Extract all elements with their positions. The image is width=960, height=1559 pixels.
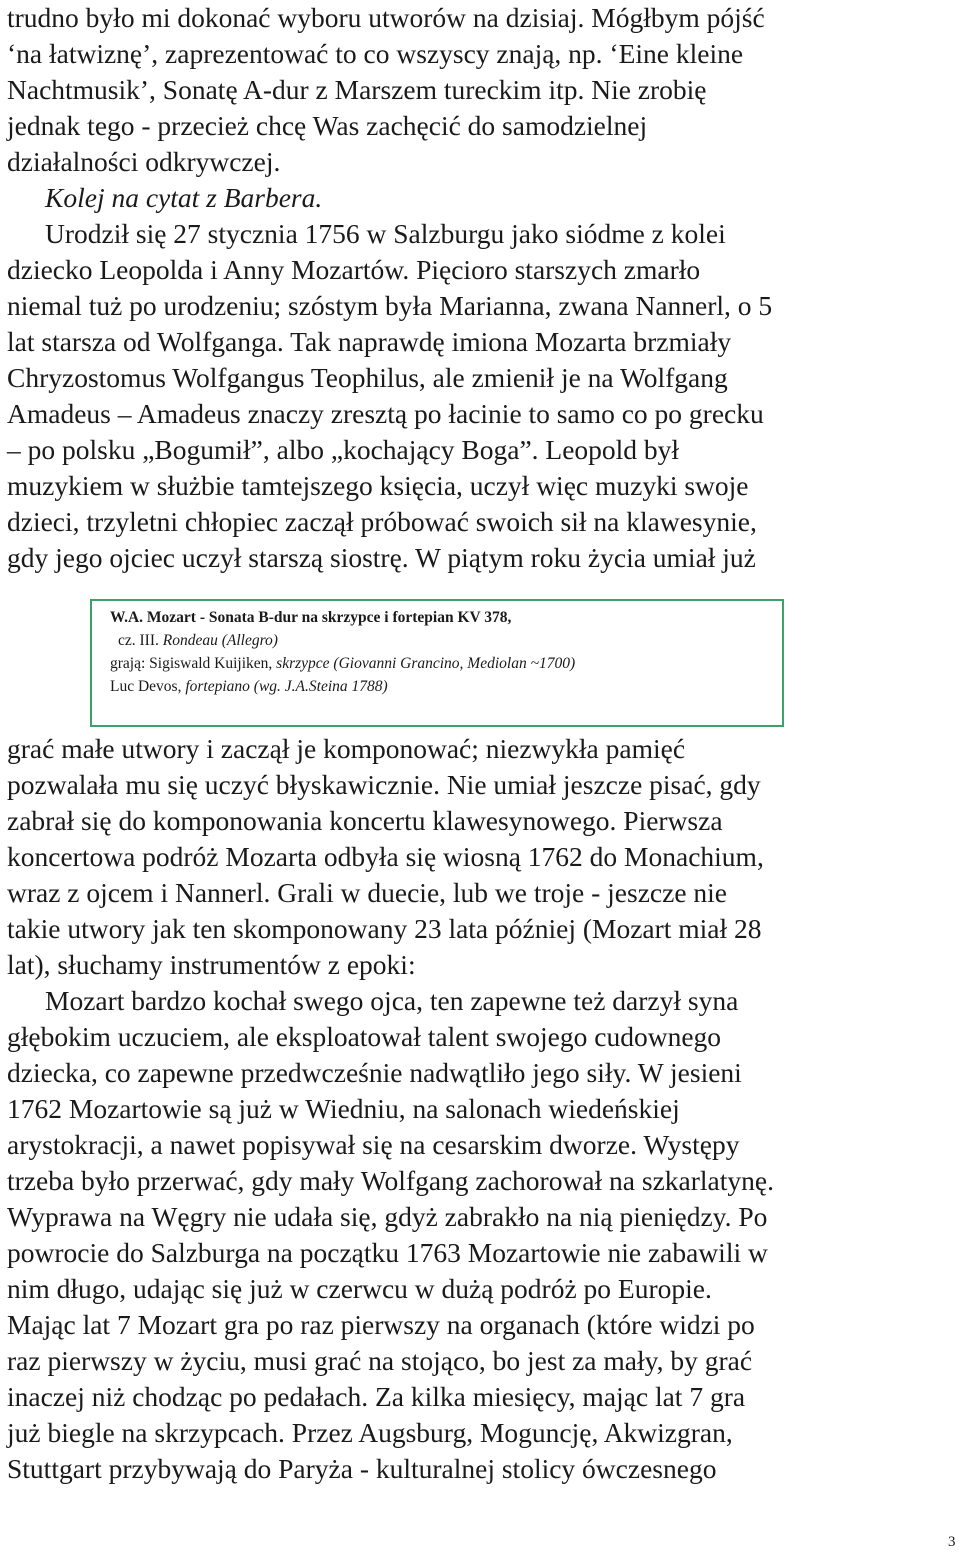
text-line: działalności odkrywczej. (7, 146, 281, 177)
text-line: koncertowa podróż Mozarta odbyła się wiosną 1762 do Monachium, (7, 841, 764, 872)
text-line: już biegle na skrzypcach. Przez Augsburg, Moguncję, Akwizgran, (7, 1417, 733, 1448)
text-line: gdy jego ojciec uczył starszą siostrę. W piątym roku życia umiał już (7, 542, 756, 573)
performers-line (110, 653, 575, 675)
text-line: Chryzostomus Wolfgangus Teophilus, ale zmienił je na Wolfgang (7, 362, 728, 393)
music-title: W.A. Mozart - Sonata B-dur na skrzypce i fortepian KV 378, (110, 609, 512, 626)
text-line: pozwalała mu się uczyć błyskawicznie. Nie umiał jeszcze pisać, gdy (7, 769, 761, 800)
text-line: trzeba było przerwać, gdy mały Wolfgang zachorował na szkarlatynę. (7, 1165, 774, 1196)
text-line: wraz z ojcem i Nannerl. Grali w duecie, lub we troje - jeszcze nie (7, 877, 728, 908)
text-line: dzieci, trzyletni chłopiec zaczął próbować swoich sił na klawesynie, (7, 506, 757, 537)
pianist-name: Luc Devos, (110, 678, 186, 695)
text-line: grać małe utwory i zaczął je komponować; niezwykła pamięć (7, 733, 686, 764)
text-line: dziecka, co zapewne przedwcześnie nadwątliło jego siły. W jesieni (7, 1057, 742, 1088)
violin-info: skrzypce (Giovanni Grancino, Mediolan ~1700) (276, 655, 576, 672)
text-line: zabrał się do komponowania koncertu klawesynowego. Pierwsza (7, 805, 723, 836)
music-info-box (90, 599, 784, 727)
text-line: dziecko Leopolda i Anny Mozartów. Pięcioro starszych zmarło (7, 254, 701, 285)
text-line: 1762 Mozartowie są już w Wiedniu, na salonach wiedeńskiej (7, 1093, 680, 1124)
text-line: Mozart bardzo kochał swego ojca, ten zapewne też darzył syna (45, 985, 739, 1016)
text-line: takie utwory jak ten skomponowany 23 lata później (Mozart miał 28 (7, 913, 762, 944)
text-line: – po polsku „Bogumił”, albo „kochający Boga”. Leopold był (7, 434, 680, 465)
music-movement-line (118, 630, 278, 652)
text-line: inaczej niż chodząc po pedałach. Za kilka miesięcy, mając lat 7 gra (7, 1381, 746, 1412)
text-line: lat starsza od Wolfganga. Tak naprawdę imiona Mozarta brzmiały (7, 326, 732, 357)
text-line: powrocie do Salzburga na początku 1763 Mozartowie nie zabawili w (7, 1237, 768, 1268)
text-line: ‘na łatwiznę’, zaprezentować to co wszyscy znają, np. ‘Eine kleine (7, 38, 744, 69)
text-line: Amadeus – Amadeus znaczy zresztą po łacinie to samo co po grecku (7, 398, 764, 429)
text-line: Mając lat 7 Mozart gra po raz pierwszy na organach (które widzi po (7, 1309, 755, 1340)
text-line: Stuttgart przybywają do Paryża - kulturalnej stolicy ówczesnego (7, 1453, 717, 1484)
text-line: nim długo, udając się już w czerwcu w dużą podróż po Europie. (7, 1273, 712, 1304)
text-line: jednak tego - przecież chcę Was zachęcić do samodzielnej (7, 110, 648, 141)
page-number: 3 (948, 1534, 956, 1550)
text-line: raz pierwszy w życiu, musi grać na stojąco, bo jest za mały, by grać (7, 1345, 753, 1376)
text-line: Nachtmusik’, Sonatę A-dur z Marszem tureckim itp. Nie zrobię (7, 74, 707, 105)
text-line: trudno było mi dokonać wyboru utworów na dzisiaj. Mógłbym pójść (7, 2, 765, 33)
piano-info: fortepiano (wg. J.A.Steina 1788) (185, 678, 388, 695)
text-line: niemal tuż po urodzeniu; szóstym była Marianna, zwana Nannerl, o 5 (7, 290, 773, 321)
text-line: arystokracji, a nawet popisywał się na cesarskim dworze. Występy (7, 1129, 740, 1160)
text-line: muzykiem w służbie tamtejszego księcia, uczył więc muzyki swoje (7, 470, 749, 501)
text-line: Wyprawa na Węgry nie udała się, gdyż zabrakło na nią pieniędzy. Po (7, 1201, 768, 1232)
pianist-line (110, 676, 388, 698)
text-line: lat), słuchamy instrumentów z epoki: (7, 949, 416, 980)
movement-prefix: cz. III. (118, 632, 163, 649)
movement-name: Rondeau (Allegro) (162, 632, 278, 649)
text-line: głębokim uczuciem, ale eksploatował talent swojego cudownego (7, 1021, 722, 1052)
text-line: Urodził się 27 stycznia 1756 w Salzburgu jako siódme z kolei (45, 218, 726, 249)
quote-intro: Kolej na cytat z Barbera. (45, 182, 323, 213)
performers-prefix: grają: Sigiswald Kuijiken, (110, 655, 277, 672)
